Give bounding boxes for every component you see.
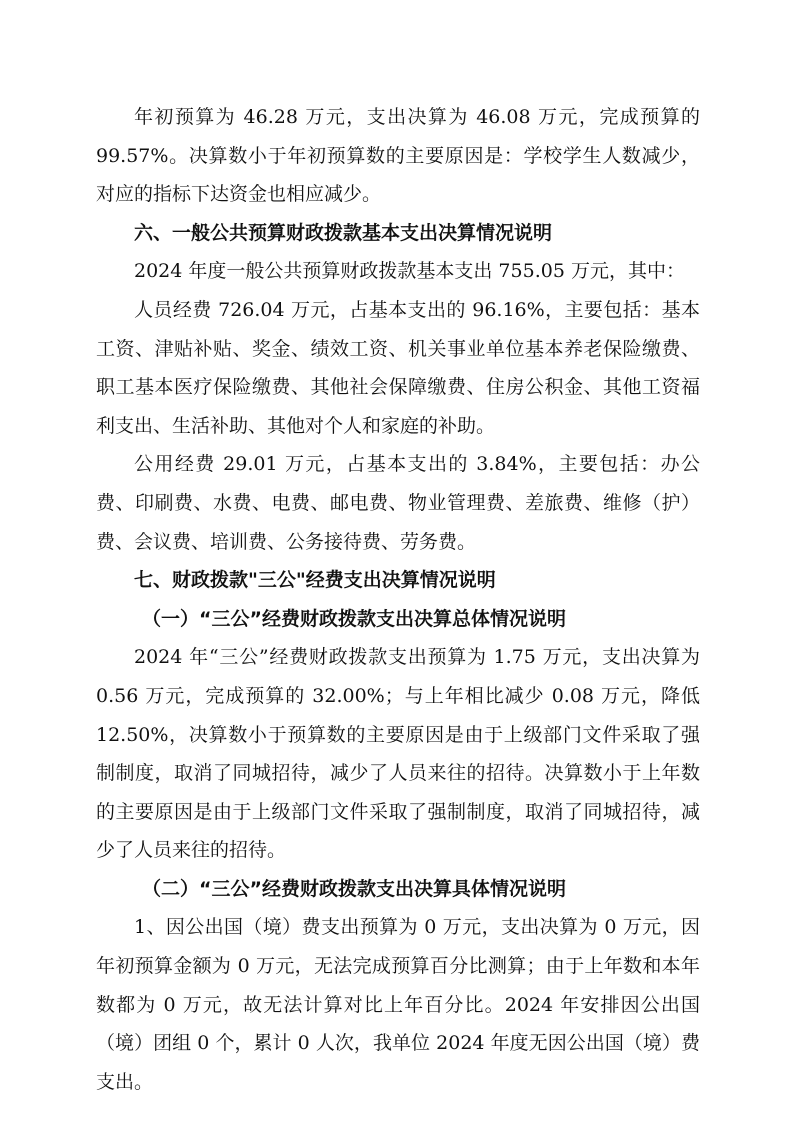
paragraph-personnel-expenses: 人员经费 726.04 万元，占基本支出的 96.16%，主要包括：基本工资、津贴补贴、奖金、绩效工资、机关事业单位基本养老保险缴费、职工基本医疗保险缴费、其他社会保障缴费、住房公积金、其他工资福利支出、生活补助、其他对个人和家庭的补助。 (96, 298, 700, 437)
paragraph-public-expenses: 公用经费 29.01 万元，占基本支出的 3.84%，主要包括：办公费、印刷费、水费、电费、邮电费、物业管理费、差旅费、维修（护）费、会议费、培训费、公务接待费、劳务费。 (96, 453, 700, 553)
document-body (96, 98, 700, 1101)
paragraph-budget-completion: 年初预算为 46.28 万元，支出决算为 46.08 万元，完成预算的 99.57%。决算数小于年初预算数的主要原因是：学校学生人数减少，对应的指标下达资金也相应减少。 (96, 106, 700, 206)
paragraph-overseas-travel: 1、因公出国（境）费支出预算为 0 万元，支出决算为 0 万元，因年初预算金额为 0 万元，无法完成预算百分比测算；由于上年数和本年数都为 0 万元，故无法计算对比上年百分比。2024 年安排因公出国（境）团组 0 个，累计 0 人次，我单位 2024 年度无因公出国（境）费支出。 (96, 916, 700, 1093)
paragraph-basic-expenditure-total: 2024 年度一般公共预算财政拨款基本支出 755.05 万元，其中： (134, 260, 685, 283)
section-heading-6: 六、一般公共预算财政拨款基本支出决算情况说明 (134, 221, 553, 244)
paragraph-three-public-overall: 2024 年“三公”经费财政拨款支出预算为 1.75 万元，支出决算为 0.56 万元，完成预算的 32.00%；与上年相比减少 0.08 万元，降低 12.50%，决算数小于预算数的主要原因是由于上级部门文件采取了强制制度，取消了同城招待，减少了人员来往的招待。决算数小于上年数的主要原因是由于上级部门文件采取了强制制度，取消了同城招待，减少了人员来往的招待。 (96, 646, 700, 862)
section-heading-7: 七、财政拨款"三公"经费支出决算情况说明 (134, 569, 496, 592)
subsection-heading-specific: （二）“三公”经费财政拨款支出决算具体情况说明 (142, 877, 566, 900)
subsection-heading-overall: （一）“三公”经费财政拨款支出决算总体情况说明 (142, 607, 566, 630)
